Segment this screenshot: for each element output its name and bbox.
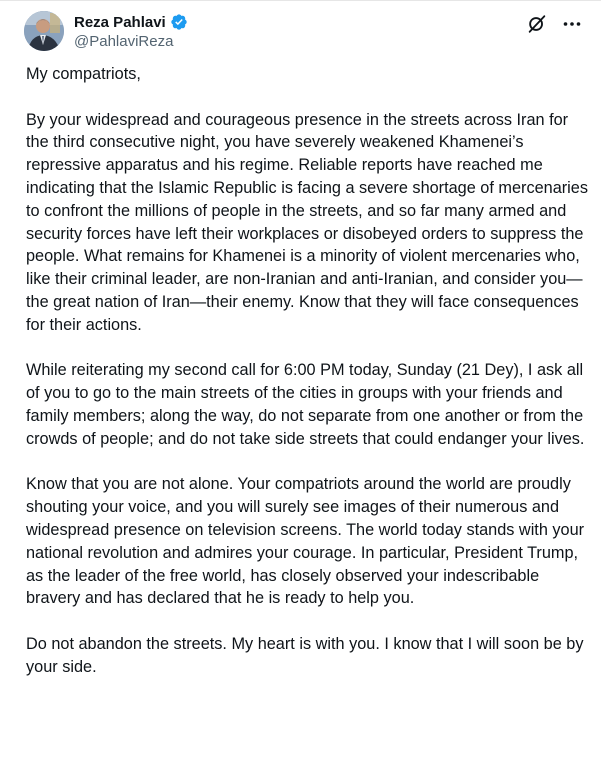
post-paragraph-greeting: My compatriots, [26,65,141,83]
verified-badge-icon[interactable] [170,13,188,31]
author-names [74,12,188,50]
post-header [24,11,584,55]
author-handle[interactable]: @PahlaviReza [74,33,174,50]
grok-icon[interactable] [526,13,548,35]
post-paragraph: By your widespread and courageous presence in the streets across Iran for the third consecutive night, you have severely weakened Khamenei’s repressive apparatus and his regime. Reliable reports have reached me indicating that the Islamic Republic is facing a severe shortage of mercenaries to confront the millions of people in the streets, and so far many armed and security forces have left their workplaces or disobeyed orders to suppress the people. What remains for Khamenei is a minority of violent mercenaries who, like their criminal leader, are non-Iranian and anti-Iranian, and consider you—the great nation of Iran—their enemy. Know that they will face consequences for their actions. [26,110,588,334]
post-paragraph: While reiterating my second call for 6:00 PM today, Sunday (21 Dey), I ask all of you to go to the main streets of the cities in groups with your friends and family members; along the way, do not separate from one another or from the crowds of people; and do not take side streets that could endanger your lives. [26,361,585,448]
post-paragraph: Know that you are not alone. Your compatriots around the world are proudly shouting your voice, and you will surely see images of their numerous and widespread presence on television screens. The world today stands with your national revolution and admires your courage. In particular, President Trump, as the leader of the free world, has closely observed your indescribable bravery and has declared that he is ready to help you. [26,475,585,608]
display-name[interactable]: Reza Pahlavi [74,13,166,31]
post-actions [526,13,582,35]
avatar[interactable] [24,11,64,51]
post-text [26,63,588,701]
more-icon[interactable] [562,14,582,34]
display-name-row [74,12,188,32]
post-paragraph: Do not abandon the streets. My heart is with you. I know that I will soon be by your side. [26,634,584,676]
avatar-photo-icon [24,11,64,51]
